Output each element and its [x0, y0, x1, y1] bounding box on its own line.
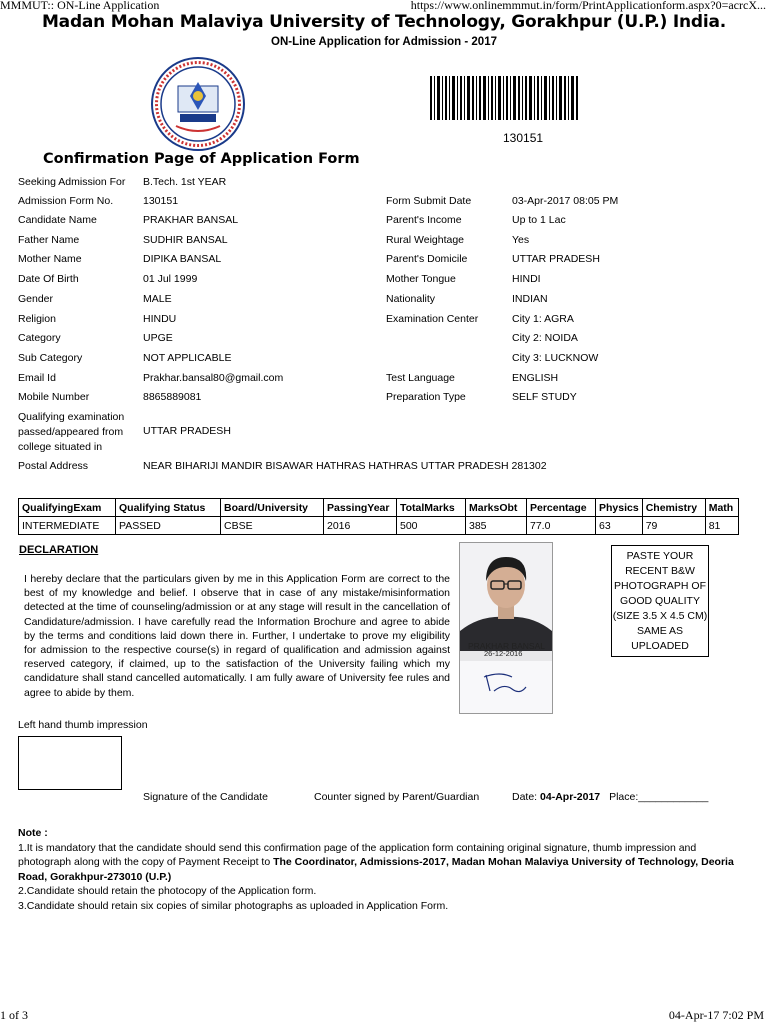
column-header: QualifyingExam [19, 499, 116, 517]
date-label: Date: [512, 791, 538, 803]
field-value: City 3: LUCKNOW [512, 352, 599, 364]
note-1-text: 1.It is mandatory that the candidate should send this confirmation page of the application form containing original signature, thumb impression and photograph along with the copy of Payment Receipt to [18, 841, 697, 868]
field-value: Up to 1 Lac [512, 214, 566, 226]
field-value: SELF STUDY [512, 391, 577, 403]
table-row [19, 517, 739, 535]
field-value: HINDU [143, 313, 177, 325]
field-value: MALE [143, 293, 172, 305]
qualification-table [18, 498, 739, 535]
declaration-text: I hereby declare that the particulars given by me in this Application Form are correct to the best of my knowledge and belief. I observe that in case of any mistake/misinformation detected at the time of counseling/admission or at any stage will result in the cancellation of Candidature/admission. I have carefully read the Information Brochure and agree to abide by the terms and conditions laid down there in. Further, I undertake to prove my eligibility for admission to the respective course(s) in regard of qualification and admission against reserved category, if claimed, up to the satisfaction of the University failing which my candidature shall stand cancelled automatically. I am fully aware of University fee rules and agree to abide by them. [24, 573, 450, 699]
field-label: Nationality [386, 293, 436, 305]
field-value: UTTAR PRADESH [512, 253, 600, 265]
field-value: Yes [512, 234, 530, 246]
field-value: 130151 [143, 195, 179, 207]
field-label: Mobile Number [18, 391, 90, 403]
field-label: Rural Weightage [386, 234, 465, 246]
field-value: 8865889081 [143, 391, 202, 403]
thumb-impression-box [18, 736, 122, 790]
university-logo [150, 56, 246, 152]
candidate-signature-label: Signature of the Candidate [143, 791, 268, 803]
field-label: Sub Category [18, 352, 83, 364]
qualifying-state-value: UTTAR PRADESH [143, 425, 231, 437]
print-page-title: MMMUT:: ON-Line Application [0, 0, 160, 12]
field-value: SUDHIR BANSAL [143, 234, 228, 246]
table-cell: 77.0 [527, 517, 596, 535]
field-value: 01 Jul 1999 [143, 273, 198, 285]
column-header: Board/University [221, 499, 324, 517]
university-title: Madan Mohan Malaviya University of Technology, Gorakhpur (U.P.) India. [41, 12, 727, 32]
field-label: Parent's Domicile [386, 253, 468, 265]
field-label: Category [18, 332, 61, 344]
table-cell: 79 [642, 517, 705, 535]
paste-line: (SIZE 3.5 X 4.5 CM) [612, 610, 708, 622]
application-subtitle: ON-Line Application for Admission - 2017 [271, 36, 497, 48]
field-value: City 2: NOIDA [512, 332, 578, 344]
field-value: ENGLISH [512, 372, 559, 384]
table-cell: INTERMEDIATE [19, 517, 116, 535]
field-value: INDIAN [512, 293, 548, 305]
postal-address-label: Postal Address [18, 460, 89, 472]
table-cell: 81 [705, 517, 738, 535]
field-value: 03-Apr-2017 08:05 PM [512, 195, 619, 207]
print-datetime: 04-Apr-17 7:02 PM [668, 1008, 764, 1022]
photo-name: PRAKHAR BANSAL [468, 641, 545, 651]
field-value: B.Tech. 1st YEAR [143, 176, 227, 188]
column-header: Physics [596, 499, 643, 517]
candidate-photo [459, 542, 553, 714]
field-label: Father Name [18, 234, 80, 246]
note-1 [18, 841, 748, 885]
signature-image [460, 661, 552, 713]
thumb-impression-label: Left hand thumb impression [18, 719, 148, 731]
field-label: Examination Center [386, 313, 479, 325]
signature-scribble-icon [460, 661, 552, 713]
paste-photo-box [611, 545, 709, 657]
notes-section [18, 826, 748, 913]
column-header: MarksObt [466, 499, 527, 517]
candidate-portrait-image [460, 543, 552, 651]
paste-line: PHOTOGRAPH OF [614, 580, 706, 592]
field-label: Form Submit Date [386, 195, 472, 207]
field-value: Prakhar.bansal80@gmail.com [143, 372, 284, 384]
qualifying-state-label: Qualifying examination passed/appeared from college situated in [18, 411, 125, 453]
column-header: Percentage [527, 499, 596, 517]
field-label: Test Language [386, 372, 455, 384]
field-label: Seeking Admission For [18, 176, 126, 188]
field-label: Preparation Type [386, 391, 466, 403]
paste-line: PASTE YOUR [626, 550, 694, 562]
paste-line: SAME AS [636, 625, 684, 637]
field-label: Parent's Income [386, 214, 462, 226]
note-3: 3.Candidate should retain six copies of similar photographs as uploaded in Application Form. [18, 899, 449, 912]
field-value: UPGE [143, 332, 173, 344]
paste-line: UPLOADED [631, 640, 689, 652]
note-1-address: The Coordinator, Admissions-2017, Madan Mohan Malaviya University of Technology, Deoria Road, Gorakhpur-273010 (U.P.) [18, 856, 734, 883]
page-heading: Confirmation Page of Application Form [43, 151, 360, 167]
field-label: Mother Tongue [386, 273, 456, 285]
paste-line: RECENT B&W [625, 565, 695, 577]
field-value: City 1: AGRA [512, 313, 574, 325]
field-value: HINDI [512, 273, 541, 285]
field-label: Mother Name [18, 253, 82, 265]
parent-signature-label: Counter signed by Parent/Guardian [314, 791, 480, 803]
field-label: Candidate Name [18, 214, 97, 226]
table-cell: CBSE [221, 517, 324, 535]
print-page-count: 1 of 3 [0, 1008, 28, 1022]
table-cell: PASSED [116, 517, 221, 535]
table-cell: 63 [596, 517, 643, 535]
barcode-number: 130151 [503, 131, 544, 145]
date-row [512, 791, 708, 803]
field-label: Admission Form No. [18, 195, 114, 207]
declaration-heading: DECLARATION [19, 544, 99, 556]
field-label: Email Id [18, 372, 56, 384]
notes-heading: Note : [18, 827, 48, 839]
column-header: PassingYear [324, 499, 397, 517]
place-label: Place: [609, 791, 639, 803]
field-label: Date Of Birth [18, 273, 79, 285]
postal-address-value: NEAR BIHARIJI MANDIR BISAWAR HATHRAS HATHRAS UTTAR PRADESH 281302 [143, 460, 547, 472]
barcode [428, 76, 580, 134]
field-label: Religion [18, 313, 56, 325]
field-value: DIPIKA BANSAL [143, 253, 222, 265]
field-value: NOT APPLICABLE [143, 352, 232, 364]
table-cell: 2016 [324, 517, 397, 535]
photo-date: 26-12-2016 [484, 649, 523, 658]
column-header: Qualifying Status [116, 499, 221, 517]
print-url: https://www.onlinemmmut.in/form/PrintApplicationform.aspx?0=acrcX... [410, 0, 766, 12]
column-header: Math [705, 499, 738, 517]
place-line: ____________ [638, 791, 709, 803]
column-header: TotalMarks [397, 499, 466, 517]
field-label: Gender [18, 293, 54, 305]
field-value: PRAKHAR BANSAL [143, 214, 239, 226]
table-cell: 500 [397, 517, 466, 535]
table-header-row [19, 499, 739, 517]
table-cell: 385 [466, 517, 527, 535]
note-2: 2.Candidate should retain the photocopy of the Application form. [18, 885, 317, 897]
paste-line: GOOD QUALITY [620, 595, 700, 607]
column-header: Chemistry [642, 499, 705, 517]
date-value: 04-Apr-2017 [540, 791, 601, 803]
